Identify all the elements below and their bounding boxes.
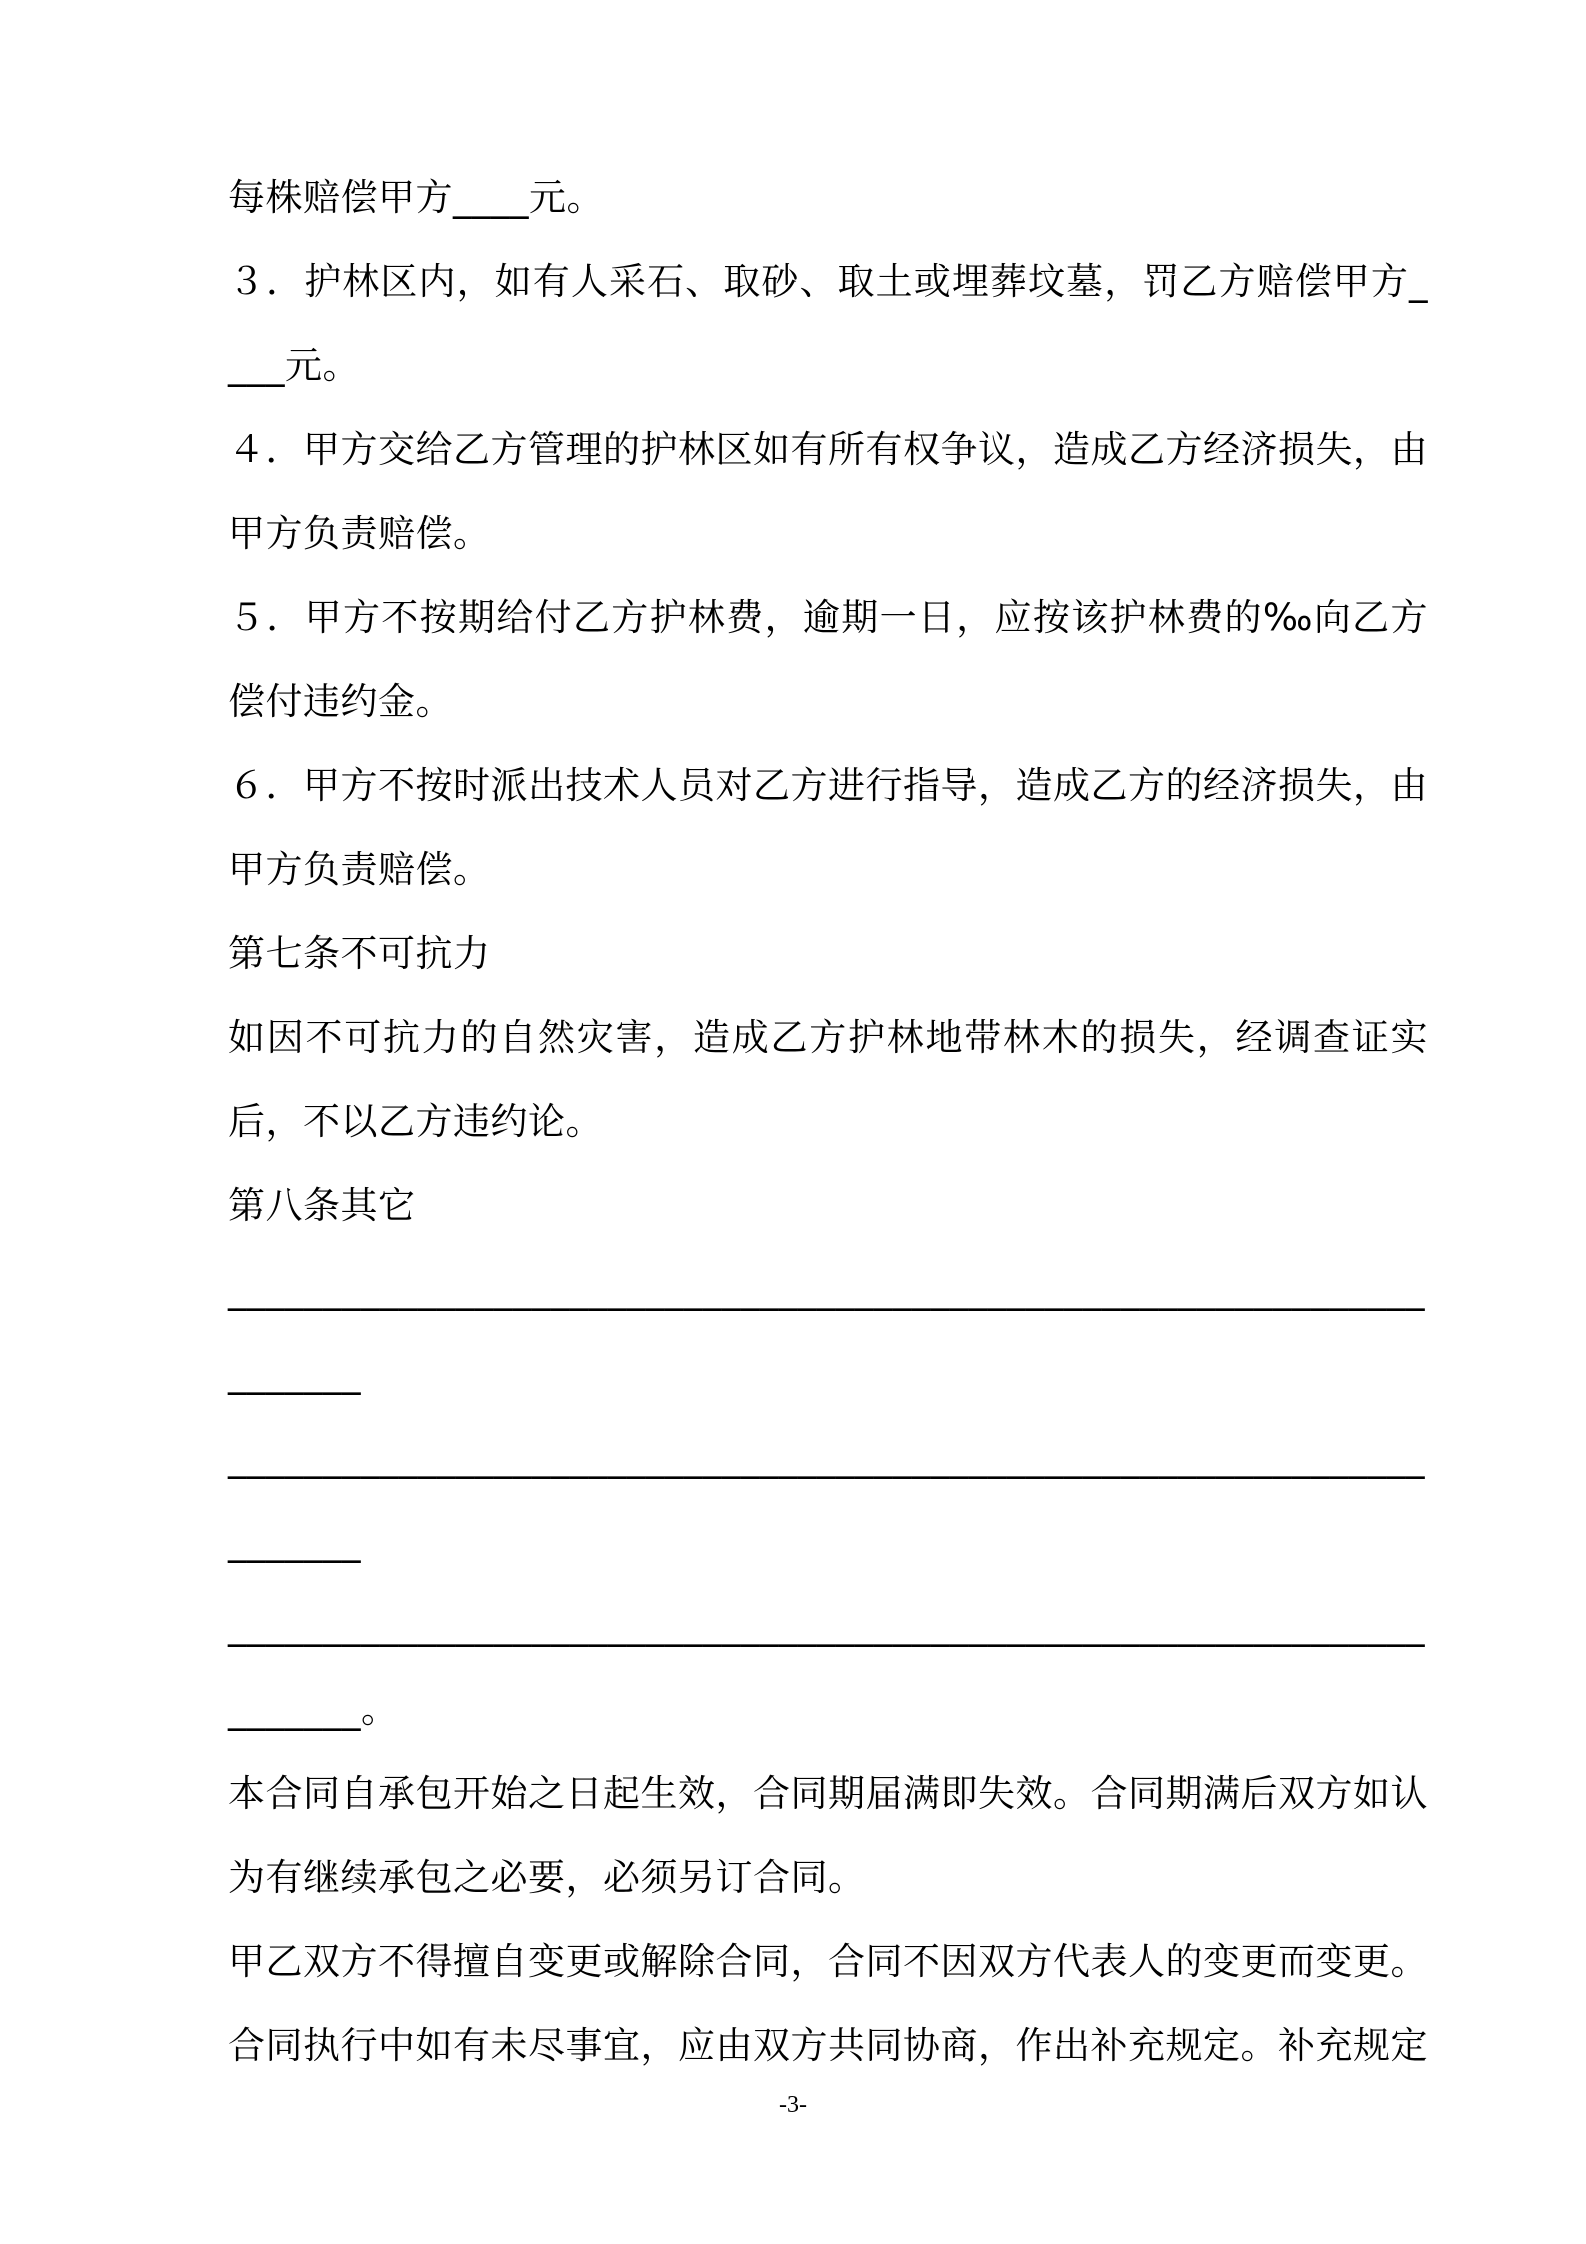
document-body	[228, 156, 1428, 2088]
paragraph-supplementary-provisions: 合同执行中如有未尽事宜，应由双方共同协商，作出补充规定。补充规定	[228, 2024, 1428, 2067]
blank-fill-line-3: ______________________________________________________________________。	[228, 1604, 1425, 1731]
paragraph-clause-5: ５．甲方不按期给付乙方护林费，逾期一日，应按该护林费的‰向乙方偿付违约金。	[228, 596, 1428, 723]
blank-fill-line-2: ______________________________________________________________________	[228, 1436, 1425, 1563]
heading-article-7: 第七条不可抗力	[228, 932, 491, 975]
blank-fill-line-1: ______________________________________________________________________	[228, 1268, 1425, 1395]
heading-article-8: 第八条其它	[228, 1184, 416, 1227]
paragraph-clause-6: ６．甲方不按时派出技术人员对乙方进行指导，造成乙方的经济损失，由甲方负责赔偿。	[228, 764, 1428, 891]
paragraph-no-unilateral-change: 甲乙双方不得擅自变更或解除合同，合同不因双方代表人的变更而变更。	[228, 1940, 1428, 1983]
paragraph-compensation-per-tree: 每株赔偿甲方____元。	[228, 176, 604, 219]
paragraph-clause-3: ３．护林区内，如有人采石、取砂、取土或埋葬坟墓，罚乙方赔偿甲方____元。	[228, 260, 1428, 387]
paragraph-clause-4: ４．甲方交给乙方管理的护林区如有所有权争议，造成乙方经济损失，由甲方负责赔偿。	[228, 428, 1428, 555]
page-number: -3-	[779, 2092, 807, 2118]
paragraph-contract-validity: 本合同自承包开始之日起生效，合同期届满即失效。合同期满后双方如认为有继续承包之必要，必须另订合同。	[228, 1772, 1428, 1899]
paragraph-force-majeure: 如因不可抗力的自然灾害，造成乙方护林地带林木的损失，经调查证实后，不以乙方违约论。	[228, 1016, 1428, 1143]
